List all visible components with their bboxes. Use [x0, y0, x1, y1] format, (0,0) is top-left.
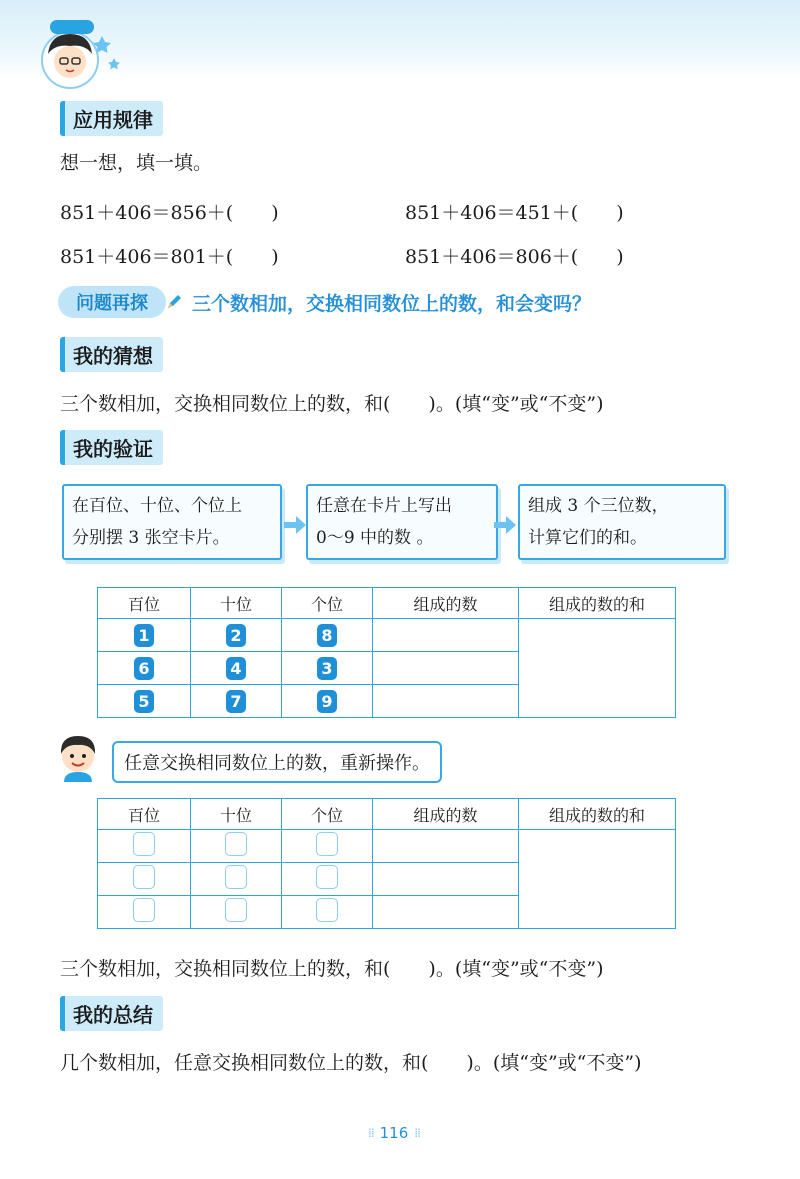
formed-number-cell[interactable]	[373, 652, 519, 685]
sum-cell[interactable]	[519, 619, 676, 718]
number-card: 6	[134, 657, 154, 680]
number-card-table-2	[97, 798, 676, 929]
step-3-line-1: 组成 3 个三位数，	[528, 496, 669, 516]
page-number-footer	[368, 1124, 420, 1142]
step-2-line-1: 任意在卡片上写出	[316, 496, 452, 516]
step-card-1	[62, 484, 282, 560]
formed-number-cell[interactable]	[373, 830, 519, 863]
page-number: 116	[379, 1124, 409, 1142]
problem-row	[58, 287, 591, 317]
formed-number-cell[interactable]	[373, 863, 519, 896]
boy-mascot-badge-icon	[30, 14, 120, 94]
header-sum: 组成的数的和	[519, 799, 676, 830]
blank-card[interactable]	[133, 832, 155, 856]
guess-text: 三个数相加，交换相同数位上的数，和( )。(填“变”或“不变”)	[60, 393, 604, 415]
step-3-line-2: 计算它们的和。	[528, 528, 647, 548]
step-2-line-2: 0～9 中的数 。	[316, 528, 434, 548]
number-card: 2	[226, 624, 246, 647]
problem-tag: 问题再探	[58, 286, 166, 318]
header-sum: 组成的数的和	[519, 588, 676, 619]
arrow-right-icon	[284, 516, 306, 534]
number-card: 1	[134, 624, 154, 647]
arrow-right-icon	[494, 516, 516, 534]
sum-cell[interactable]	[519, 830, 676, 929]
number-card: 8	[317, 624, 337, 647]
formed-number-cell[interactable]	[373, 685, 519, 718]
formed-number-cell[interactable]	[373, 896, 519, 929]
number-card: 3	[317, 657, 337, 680]
header-tens: 十位	[191, 588, 282, 619]
equation-2: 851＋406＝451＋( )	[405, 202, 624, 224]
blank-card[interactable]	[225, 832, 247, 856]
blank-card[interactable]	[133, 865, 155, 889]
table-header-row	[98, 799, 676, 830]
pencil-icon	[164, 292, 184, 312]
header-tens: 十位	[191, 799, 282, 830]
verify-heading: 我的验证	[60, 430, 163, 465]
summary-heading: 我的总结	[60, 996, 163, 1031]
equation-4: 851＋406＝806＋( )	[405, 246, 624, 268]
number-card: 4	[226, 657, 246, 680]
dots-decoration-icon: ⁞⁞	[414, 1126, 420, 1140]
formed-number-cell[interactable]	[373, 619, 519, 652]
speech-bubble: 任意交换相同数位上的数，重新操作。	[112, 741, 442, 783]
table-header-row	[98, 588, 676, 619]
header-formed-number: 组成的数	[373, 588, 519, 619]
number-card: 7	[226, 690, 246, 713]
equation-1: 851＋406＝856＋( )	[60, 202, 279, 224]
header-hundreds: 百位	[98, 799, 191, 830]
blank-card[interactable]	[316, 865, 338, 889]
blank-card[interactable]	[316, 898, 338, 922]
apply-rule-instruction: 想一想，填一填。	[60, 152, 213, 174]
table-row	[98, 619, 676, 652]
problem-question: 三个数相加，交换相同数位上的数，和会变吗？	[192, 292, 592, 315]
number-card: 9	[317, 690, 337, 713]
blank-card[interactable]	[225, 898, 247, 922]
blank-card[interactable]	[316, 832, 338, 856]
number-card-table-1	[97, 587, 676, 718]
blank-card[interactable]	[225, 865, 247, 889]
boy-avatar-icon	[50, 726, 106, 782]
header-formed-number: 组成的数	[373, 799, 519, 830]
apply-rule-heading: 应用规律	[60, 101, 163, 136]
step-card-2	[306, 484, 498, 560]
step-1-line-2: 分别摆 3 张空卡片。	[72, 528, 230, 548]
verify-result-text: 三个数相加，交换相同数位上的数，和( )。(填“变”或“不变”)	[60, 958, 604, 980]
step-card-3	[518, 484, 726, 560]
number-card: 5	[134, 690, 154, 713]
table-row	[98, 830, 676, 863]
header-hundreds: 百位	[98, 588, 191, 619]
summary-text: 几个数相加，任意交换相同数位上的数，和( )。(填“变”或“不变”)	[60, 1052, 642, 1074]
equation-3: 851＋406＝801＋( )	[60, 246, 279, 268]
dots-decoration-icon: ⁞⁞	[368, 1126, 374, 1140]
header-band	[0, 0, 800, 78]
header-ones: 个位	[282, 799, 373, 830]
guess-heading: 我的猜想	[60, 337, 163, 372]
header-ones: 个位	[282, 588, 373, 619]
blank-card[interactable]	[133, 898, 155, 922]
step-1-line-1: 在百位、十位、个位上	[72, 496, 242, 516]
